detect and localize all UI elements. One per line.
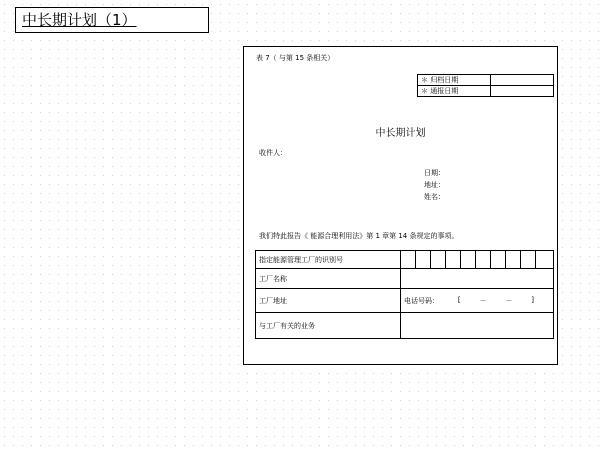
phone-number-field[interactable] — [401, 289, 554, 313]
report-statement: 我们特此报告《 能源合理利用法》第 1 章第 14 条规定的事项。 — [259, 232, 459, 240]
business-label: 与工厂有关的业务 — [256, 313, 401, 339]
form-page — [243, 46, 558, 365]
factory-address-label: 工厂地址 — [256, 289, 401, 313]
phone-bracket-open: [ — [457, 295, 461, 304]
id-digit-box[interactable] — [521, 251, 536, 269]
signature-name-label: 姓名： — [424, 193, 445, 201]
id-number-label: 指定能源管理工厂的识别号 — [256, 251, 401, 269]
id-digit-box[interactable] — [476, 251, 491, 269]
slide-title: 中长期计划（1） — [22, 11, 137, 29]
id-number-row — [256, 251, 554, 269]
addressee-label: 收件人： — [259, 149, 287, 157]
id-digit-box[interactable] — [536, 251, 554, 269]
factory-info-table — [255, 250, 554, 339]
id-digit-box[interactable] — [431, 251, 446, 269]
phone-bracket-close: ] — [531, 295, 534, 304]
factory-address-row — [256, 289, 554, 313]
signature-date-label: 日期： — [424, 169, 445, 177]
business-field[interactable] — [401, 313, 554, 339]
filing-date-row — [418, 75, 554, 86]
notification-date-label: ＊ 通报日期 — [418, 86, 491, 97]
form-reference-note: 表 7（ 与第 15 条相关） — [256, 54, 335, 62]
id-digit-box[interactable] — [461, 251, 476, 269]
signature-address-label: 地址： — [424, 181, 445, 189]
phone-number-label: 电话号码： — [404, 296, 439, 305]
slide-title-box — [15, 7, 209, 33]
business-row — [256, 313, 554, 339]
id-digit-box[interactable] — [506, 251, 521, 269]
id-digit-box[interactable] — [446, 251, 461, 269]
phone-dash: － — [479, 296, 487, 305]
phone-number-format — [404, 296, 550, 306]
notification-date-field[interactable] — [491, 86, 554, 97]
factory-name-label: 工厂名称 — [256, 269, 401, 289]
filing-date-label: ＊ 归档日期 — [418, 75, 491, 86]
id-digit-box[interactable] — [401, 251, 416, 269]
id-digit-box[interactable] — [416, 251, 431, 269]
form-title: 中长期计划 — [375, 128, 426, 139]
id-digit-box[interactable] — [491, 251, 506, 269]
factory-name-row — [256, 269, 554, 289]
filing-date-field[interactable] — [491, 75, 554, 86]
dates-table — [417, 74, 554, 97]
factory-name-field[interactable] — [401, 269, 554, 289]
notification-date-row — [418, 86, 554, 97]
phone-dash: － — [505, 296, 513, 305]
